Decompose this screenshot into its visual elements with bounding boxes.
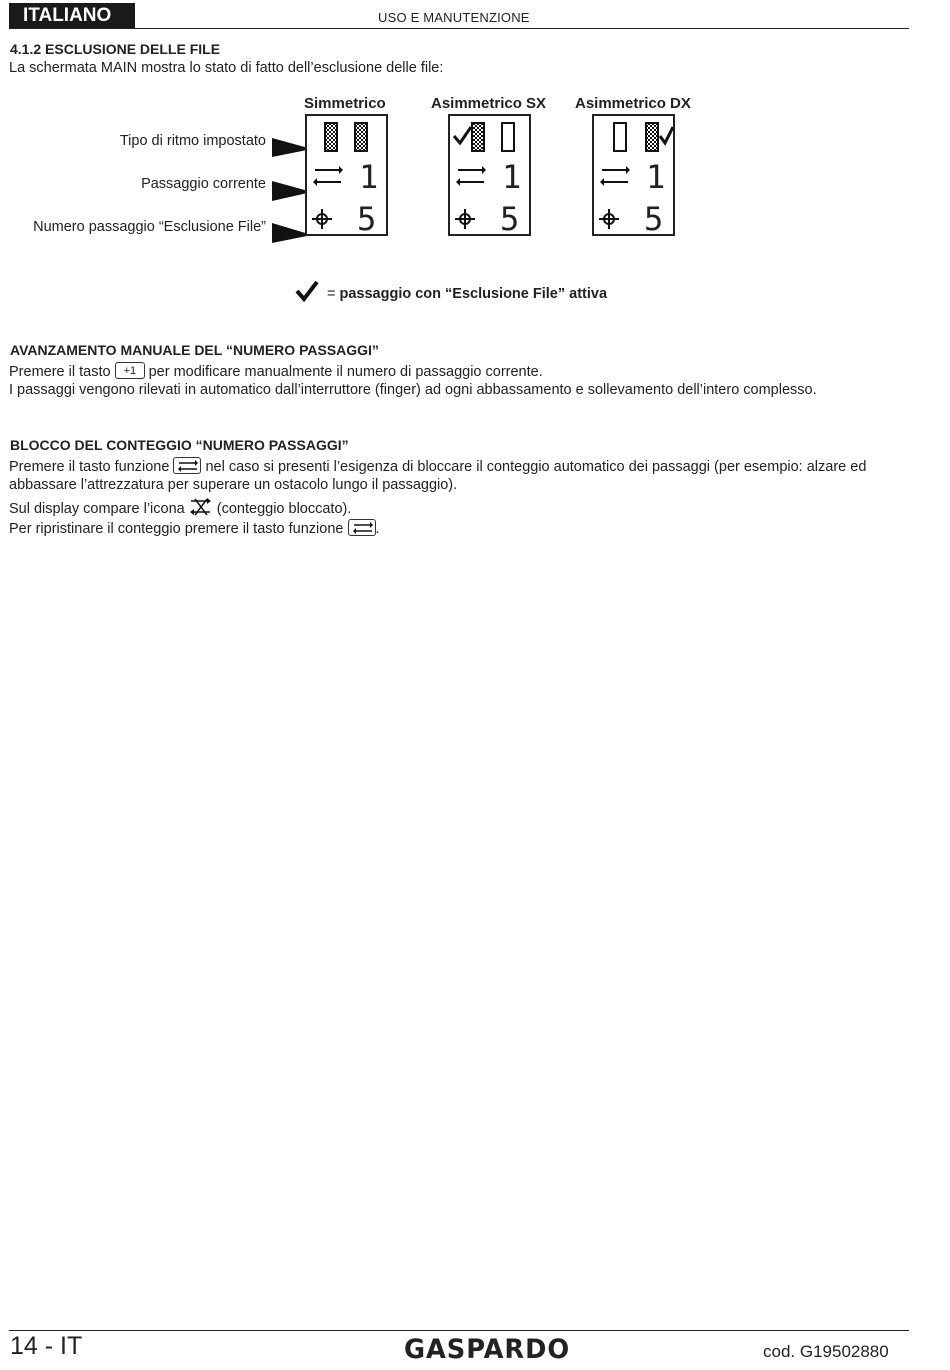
header-divider: [9, 28, 909, 29]
row-pattern-icon: [610, 121, 676, 155]
exclusion-pass-value: 5: [644, 200, 664, 238]
section-intro: La schermata MAIN mostra lo stato di fatto dell’esclusione delle file:: [9, 60, 444, 76]
manual-advance-line1: [9, 362, 543, 382]
column-header-asym-right: Asimmetrico DX: [575, 95, 691, 112]
block-count-line3: [9, 497, 351, 519]
legend-description: passaggio con “Esclusione File” attiva: [339, 286, 608, 302]
manual-line1-before: Premere il tasto: [9, 364, 111, 380]
current-pass-value: 1: [502, 158, 522, 196]
block-count-line4: [9, 519, 380, 539]
column-header-asym-left: Asimmetrico SX: [431, 95, 547, 112]
block-count-line1: [9, 457, 866, 477]
crosshair-icon: [311, 208, 333, 230]
check-icon: [295, 280, 319, 302]
check-icon: [660, 127, 673, 143]
row-pattern-icon: [451, 121, 523, 155]
row-pattern-icon: [323, 121, 373, 155]
check-icon: [454, 127, 471, 143]
pass-function-key-icon: [173, 457, 201, 474]
block-line3-before: Sul display compare l’icona: [9, 501, 185, 517]
block-line3-after: (conteggio bloccato).: [216, 501, 352, 517]
pass-arrows-icon: [456, 164, 486, 188]
label-rhythm-type: Tipo di ritmo impostato: [119, 133, 266, 149]
block-count-line2: abbassare l’attrezzatura per superare un ostacolo lungo il passaggio).: [9, 477, 458, 493]
pass-arrows-icon: [600, 164, 630, 188]
legend-equals: =: [327, 286, 336, 302]
page-number: 14 - IT: [10, 1332, 83, 1360]
crosshair-icon: [454, 208, 476, 230]
display-panel-asym-left: [448, 114, 531, 236]
pass-arrows-icon: [313, 164, 343, 188]
plus-one-key-icon: [115, 362, 145, 379]
exclusion-pass-value: 5: [357, 200, 377, 238]
exclusion-pass-value: 5: [500, 200, 520, 238]
block-line1-before: Premere il tasto funzione: [9, 459, 170, 475]
section-heading: 4.1.2 ESCLUSIONE DELLE FILE: [10, 41, 221, 57]
label-exclusion-pass: Numero passaggio “Esclusione File”: [33, 219, 266, 235]
block-line4-before: Per ripristinare il conteggio premere il tasto funzione: [9, 521, 344, 537]
manual-advance-line2: I passaggi vengono rilevati in automatico dall’interruttore (finger) ad ogni abbassamento e sollevamento dell’intero complesso.: [9, 382, 817, 398]
block-line4-after: .: [375, 521, 380, 537]
column-header-symmetric: Simmetrico: [304, 95, 386, 112]
document-code: cod. G19502880: [763, 1342, 889, 1361]
brand-logo: GASPARDO: [404, 1334, 571, 1365]
blocked-count-icon: [189, 497, 213, 517]
footer-divider: [9, 1330, 909, 1331]
block-count-heading: BLOCCO DEL CONTEGGIO “NUMERO PASSAGGI”: [10, 437, 349, 453]
crosshair-icon: [598, 208, 620, 230]
header-title: USO E MANUTENZIONE: [378, 10, 530, 25]
manual-advance-heading: AVANZAMENTO MANUALE DEL “NUMERO PASSAGGI”: [10, 342, 379, 358]
block-line1-after: nel caso si presenti l’esigenza di bloccare il conteggio automatico dei passaggi (per esempio: alzare ed: [205, 459, 867, 475]
plus-one-key-label: +1: [123, 365, 137, 377]
display-panel-symmetric: [305, 114, 388, 236]
language-badge: ITALIANO: [9, 3, 135, 28]
display-panel-asym-right: [592, 114, 675, 236]
current-pass-value: 1: [646, 158, 666, 196]
legend-text: [327, 286, 607, 302]
manual-line1-after: per modificare manualmente il numero di passaggio corrente.: [148, 364, 543, 380]
current-pass-value: 1: [359, 158, 379, 196]
pass-function-key-icon: [348, 519, 376, 536]
label-current-pass: Passaggio corrente: [141, 176, 266, 192]
